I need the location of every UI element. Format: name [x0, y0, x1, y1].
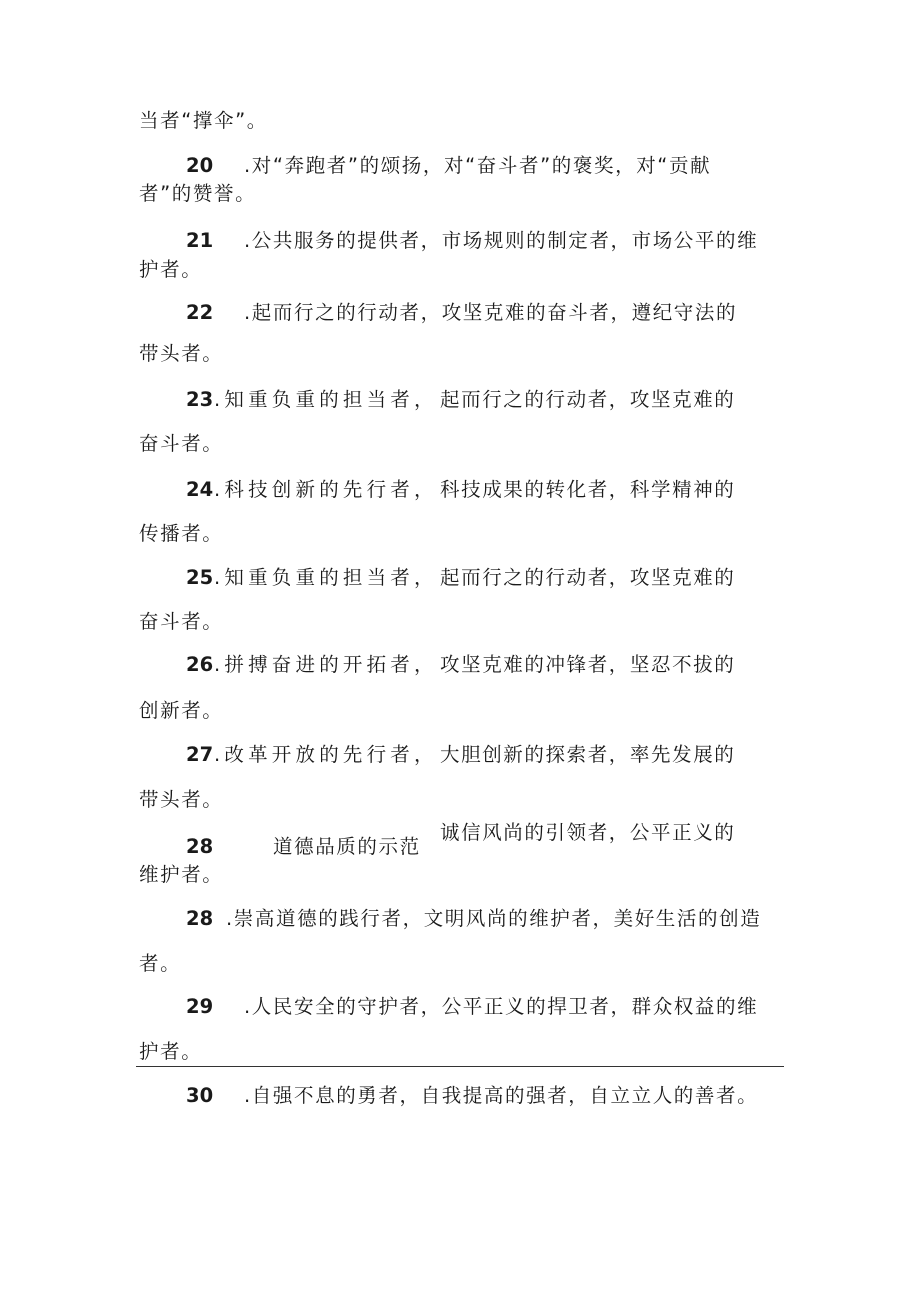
item-text-b: 起而行之的行动者，攻坚克难的 — [440, 388, 736, 411]
item-number: 25 — [186, 566, 214, 589]
item-text-a: .科技创新的先行者， — [214, 478, 438, 501]
item-text-b: 大胆创新的探索者，率先发展的 — [440, 743, 736, 766]
text-line: 护者。 — [139, 1040, 203, 1063]
item-number: 23 — [186, 388, 214, 411]
text-line: 护者。 — [139, 258, 203, 281]
item-number: 26 — [186, 653, 214, 676]
item-text-a: 道德品质的示范 — [273, 835, 421, 858]
item-number: 24 — [186, 478, 214, 501]
item-text-b: 攻坚克难的冲锋者，坚忍不拔的 — [440, 653, 736, 676]
item-text-b: 诚信风尚的引领者，公平正义的 — [440, 821, 736, 844]
item-text-b: 起而行之的行动者，攻坚克难的 — [440, 566, 736, 589]
text-line: 奋斗者。 — [139, 432, 224, 455]
item-number: 28 — [186, 835, 214, 858]
item-text: .公共服务的提供者，市场规则的制定者，市场公平的维 — [244, 229, 759, 252]
item-number: 30 — [186, 1084, 214, 1107]
text-line: 维护者。 — [139, 863, 224, 886]
text-line: 者”的赞誉。 — [139, 182, 257, 205]
item-text-a: .改革开放的先行者， — [214, 743, 438, 766]
item-text: .自强不息的勇者，自我提高的强者，自立立人的善者。 — [244, 1084, 759, 1107]
item-text-a: .知重负重的担当者， — [214, 388, 438, 411]
item-text: .起而行之的行动者，攻坚克难的奋斗者，遵纪守法的 — [244, 301, 738, 324]
item-number: 27 — [186, 743, 214, 766]
item-text-a: .知重负重的担当者， — [214, 566, 438, 589]
item-number: 28 — [186, 907, 214, 930]
item-number: 21 — [186, 229, 214, 252]
item-text: .对“奔跑者”的颂扬，对“奋斗者”的褒奖，对“贡献 — [244, 154, 712, 177]
item-number: 22 — [186, 301, 214, 324]
item-text: .崇高道德的践行者，文明风尚的维护者，美好生活的创造 — [226, 907, 762, 930]
horizontal-rule — [136, 1066, 784, 1067]
item-text-b: 科技成果的转化者，科学精神的 — [440, 478, 736, 501]
text-line: 者。 — [139, 952, 182, 975]
text-line: 创新者。 — [139, 699, 224, 722]
text-line: 传播者。 — [139, 522, 224, 545]
text-line: 带头者。 — [139, 788, 224, 811]
item-text-a: .拼搏奋进的开拓者， — [214, 653, 438, 676]
text-line: 当者“撑伞”。 — [139, 109, 268, 132]
item-number: 29 — [186, 995, 214, 1018]
text-line: 带头者。 — [139, 342, 224, 365]
text-line: 奋斗者。 — [139, 610, 224, 633]
item-text: .人民安全的守护者，公平正义的捍卫者，群众权益的维 — [244, 995, 759, 1018]
item-number: 20 — [186, 154, 214, 177]
